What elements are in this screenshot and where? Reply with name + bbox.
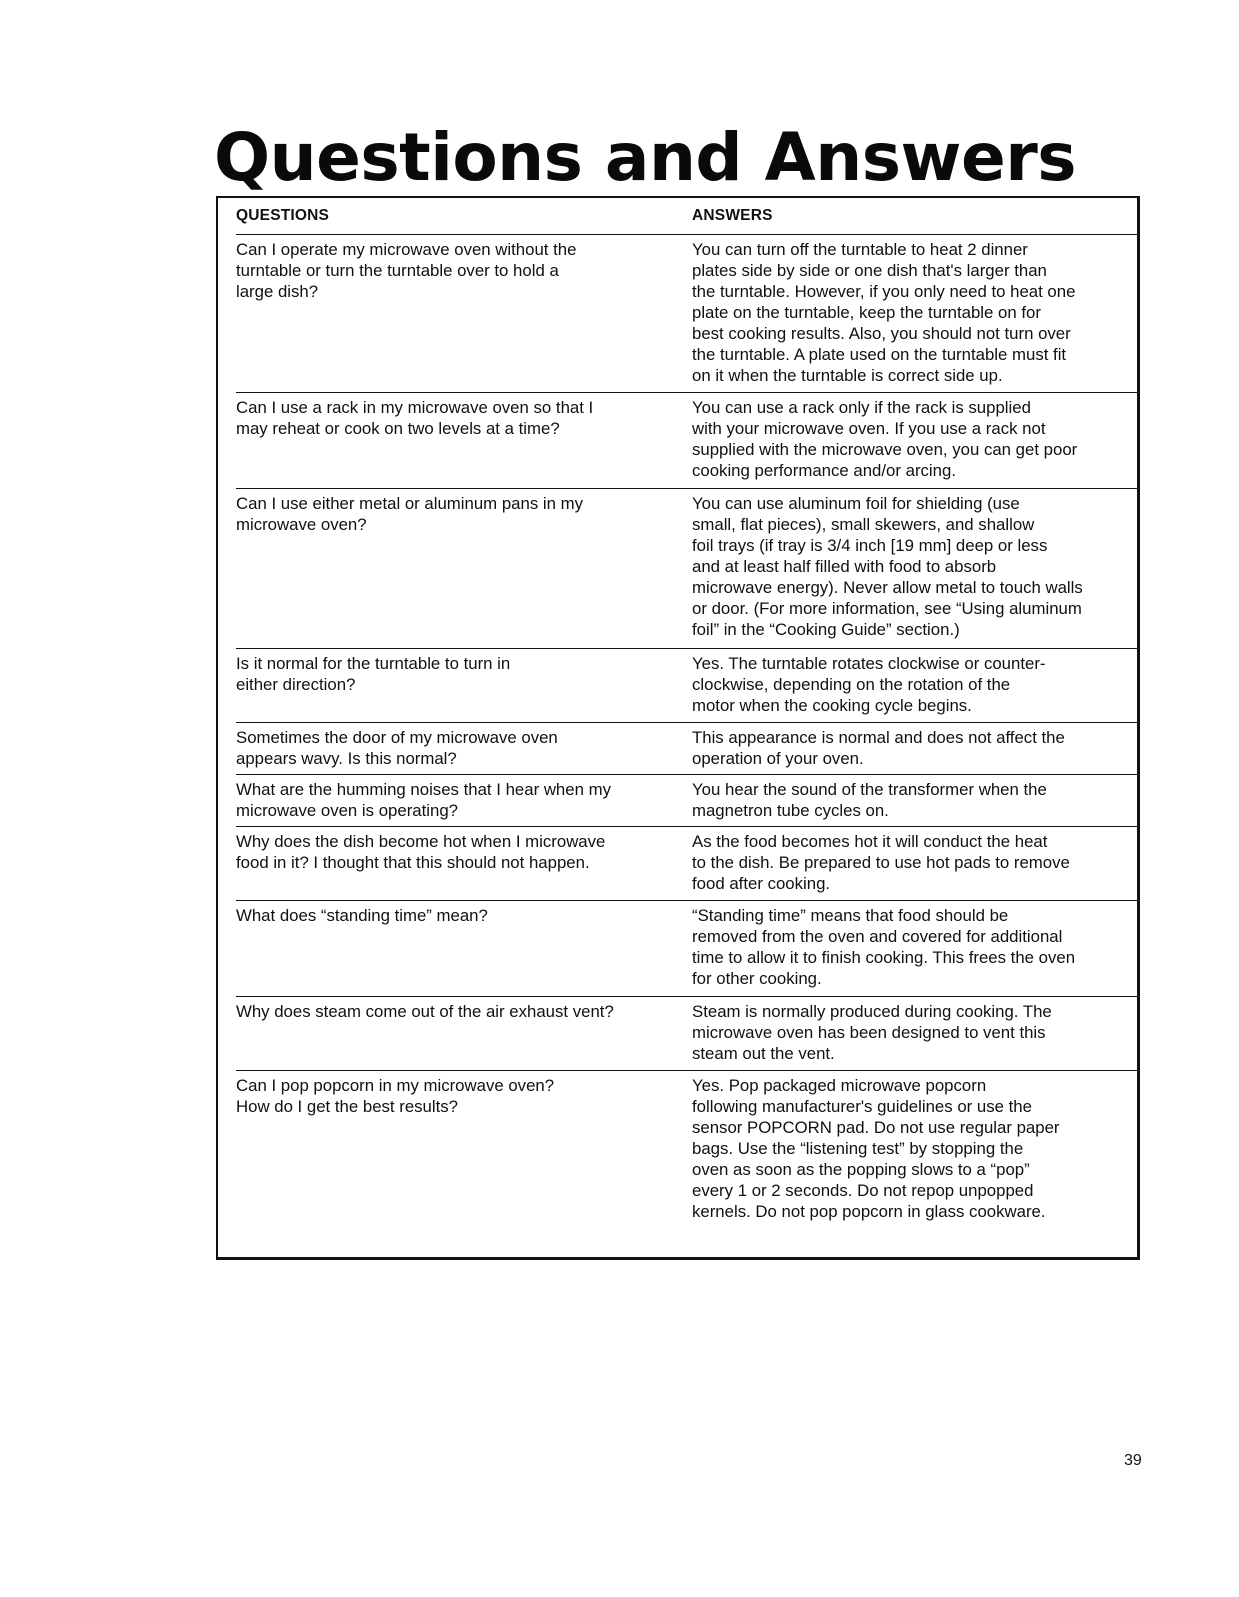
answer-text: Steam is normally produced during cooking. The microwave oven has been designed to vent this steam out the vent. (692, 1002, 1052, 1063)
table-row (236, 901, 1137, 997)
answer-text: You can use aluminum foil for shielding (use small, flat pieces), small skewers, and shallow foil trays (if tray is 3/4 inch [19 mm] deep or less and at least half filled with food to absorb microwave energy). Never allow metal to touch walls or door. (For more information, see “Using aluminum foil” in the “Cooking Guide” section.) (692, 494, 1083, 639)
answer-text: Yes. Pop packaged microwave popcorn following manufacturer's guidelines or use the sensor POPCORN pad. Do not use regular paper bags. Use the “listening test” by stopping the oven as soon as the popping slows to a “pop” every 1 or 2 seconds. Do not repop unpopped kernels. Do not pop popcorn in glass cookware. (692, 1076, 1060, 1221)
answer-text: “Standing time” means that food should be removed from the oven and covered for additional time to allow it to finish cooking. This frees the oven for other cooking. (692, 906, 1076, 988)
answers-header: ANSWERS (692, 207, 773, 224)
question-text: Can I use a rack in my microwave oven so that I may reheat or cook on two levels at a time? (236, 398, 594, 438)
answer-text: Yes. The turntable rotates clockwise or counter- clockwise, depending on the rotation of the motor when the cooking cycle begins. (692, 654, 1046, 715)
questions-header: QUESTIONS (236, 207, 330, 224)
table-row (236, 235, 1137, 393)
page-number: 39 (1124, 1452, 1142, 1469)
question-text: What does “standing time” mean? (236, 906, 488, 925)
table-row (236, 775, 1137, 827)
answer-text: This appearance is normal and does not affect the operation of your oven. (692, 728, 1065, 768)
table-row (236, 489, 1137, 649)
table-row (236, 997, 1137, 1071)
question-text: Can I use either metal or aluminum pans in my microwave oven? (236, 494, 583, 534)
question-text: Why does the dish become hot when I microwave food in it? I thought that this should not happen. (236, 832, 606, 872)
answer-text: You can turn off the turntable to heat 2 dinner plates side by side or one dish that's larger than the turntable. However, if you only need to heat one plate on the turntable, keep the turntable on for best cooking results. Also, you should not turn over the turntable. A plate used on the turntable must fit on it when the turntable is correct side up. (692, 240, 1076, 385)
table-row (236, 827, 1137, 901)
question-text: Sometimes the door of my microwave oven appears wavy. Is this normal? (236, 728, 558, 768)
answer-text: You can use a rack only if the rack is supplied with your microwave oven. If you use a rack not supplied with the microwave oven, you can get poor cooking performance and/or arcing. (692, 398, 1078, 480)
question-text: Can I operate my microwave oven without the turntable or turn the turntable over to hold a large dish? (236, 240, 577, 301)
table-row (236, 1071, 1137, 1251)
qa-table (216, 196, 1140, 1260)
answer-text: As the food becomes hot it will conduct the heat to the dish. Be prepared to use hot pads to remove food after cooking. (692, 832, 1070, 893)
table-row (236, 393, 1137, 489)
question-text: What are the humming noises that I hear when my microwave oven is operating? (236, 780, 611, 820)
table-row (236, 723, 1137, 775)
table-header (236, 198, 1137, 235)
question-text: Can I pop popcorn in my microwave oven? How do I get the best results? (236, 1076, 555, 1116)
answer-text: You hear the sound of the transformer when the magnetron tube cycles on. (692, 780, 1047, 820)
question-text: Why does steam come out of the air exhaust vent? (236, 1002, 614, 1021)
table-row (236, 649, 1137, 723)
page-title: Questions and Answers (214, 119, 1077, 196)
question-text: Is it normal for the turntable to turn in either direction? (236, 654, 511, 694)
